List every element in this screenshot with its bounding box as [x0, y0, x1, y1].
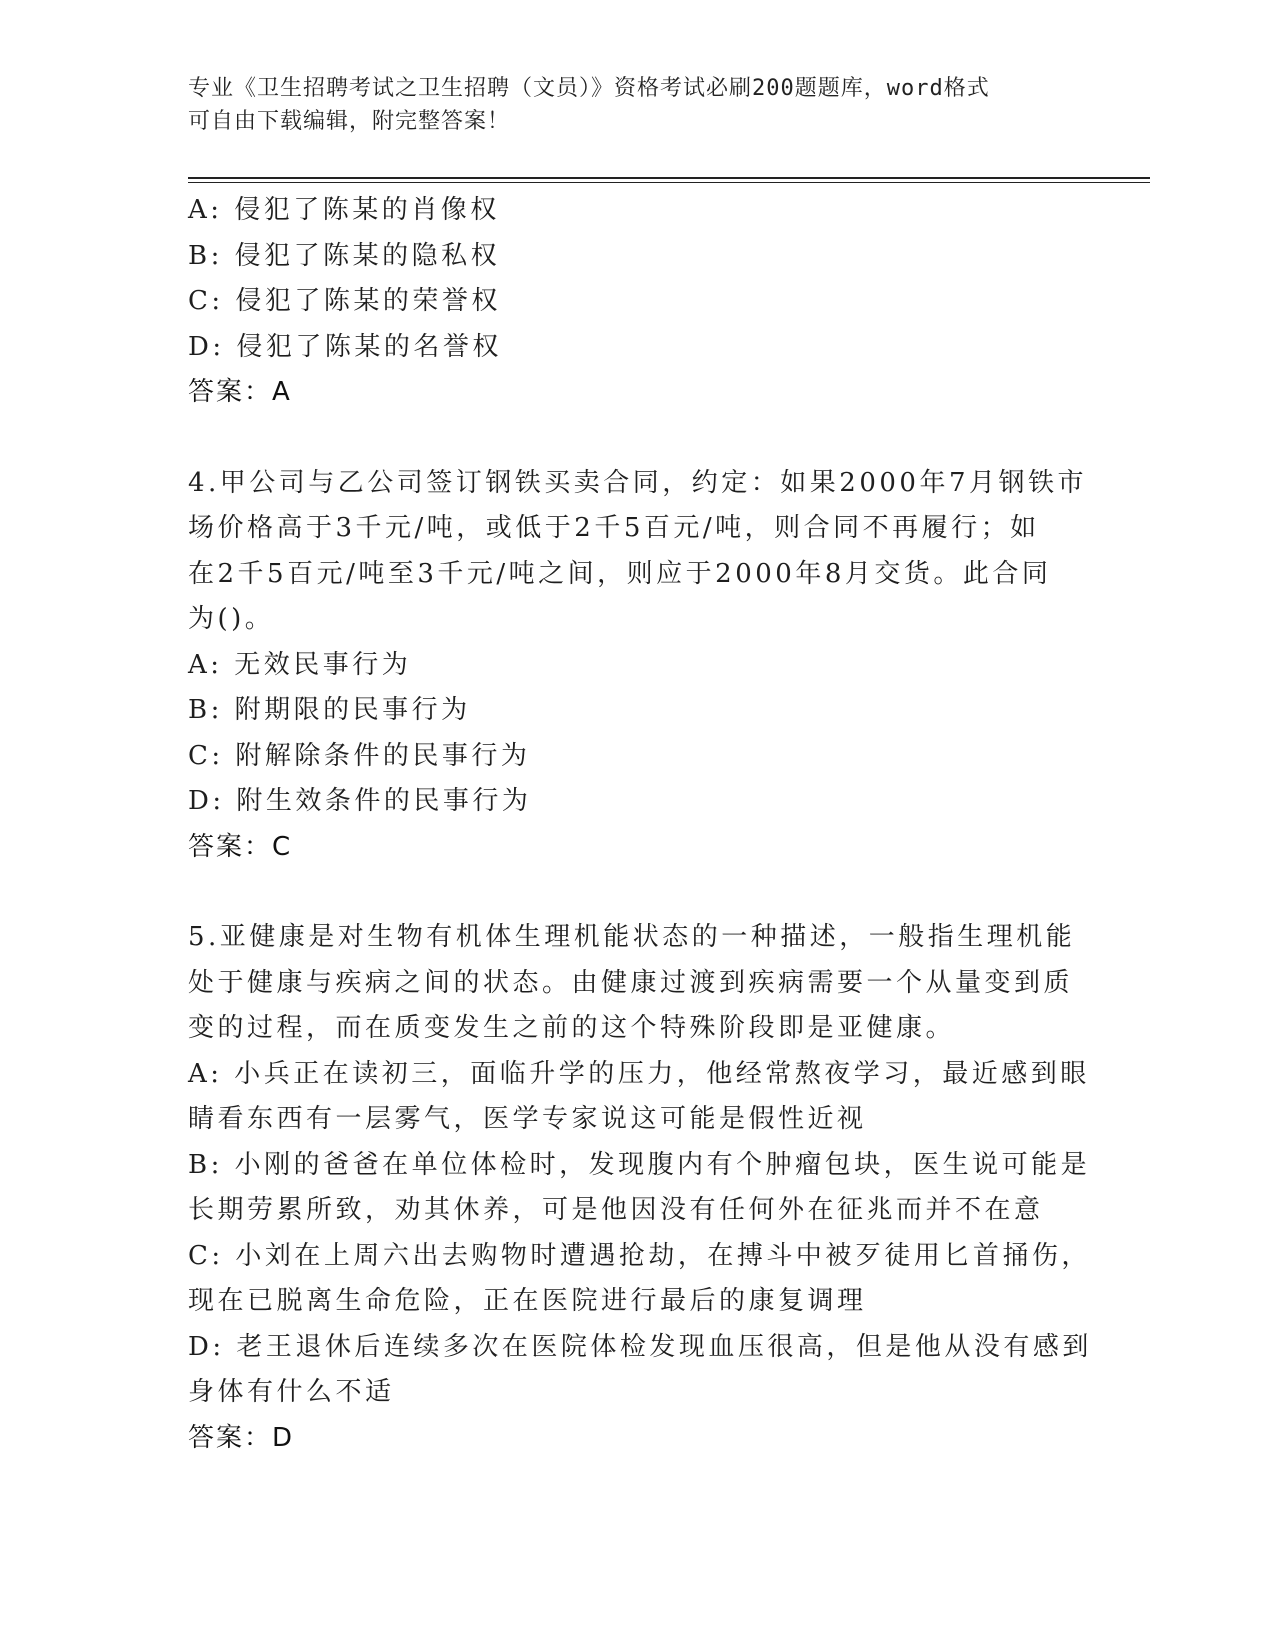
option-d: D: 老王退休后连续多次在医院体检发现血压很高，但是他从没有感到	[188, 1331, 1092, 1362]
answer: 答案：C	[188, 831, 293, 862]
option-c: C: 附解除条件的民事行为	[188, 740, 531, 771]
question-stem: 在2千5百元/吨至3千元/吨之间，则应于2000年8月交货。此合同	[188, 558, 1052, 589]
question-4	[188, 461, 1088, 871]
option-c-cont: 现在已脱离生命危险，正在医院进行最后的康复调理	[188, 1286, 867, 1316]
header-divider	[188, 177, 1150, 179]
option-b: B: 小刚的爸爸在单位体检时，发现腹内有个肿瘤包块，医生说可能是	[188, 1149, 1091, 1180]
option-d: D: 侵犯了陈某的名誉权	[188, 331, 502, 362]
question-stem: 为()。	[188, 604, 275, 634]
option-b: B: 侵犯了陈某的隐私权	[188, 240, 501, 271]
question-5	[188, 915, 1092, 1461]
option-a: A: 侵犯了陈某的肖像权	[188, 195, 500, 225]
document-header	[188, 72, 1068, 138]
question-stem: 处于健康与疾病之间的状态。由健康过渡到疾病需要一个从量变到质	[188, 967, 1074, 998]
option-c: C: 小刘在上周六出去购物时遭遇抢劫，在搏斗中被歹徒用匕首捅伤，	[188, 1240, 1091, 1271]
option-b: B: 附期限的民事行为	[188, 695, 471, 725]
spacer	[188, 870, 1088, 915]
option-d-cont: 身体有什么不适	[188, 1377, 395, 1407]
answer: 答案：D	[188, 1422, 295, 1453]
option-d: D: 附生效条件的民事行为	[188, 786, 532, 816]
header-line: 专业《卫生招聘考试之卫生招聘（文员）》资格考试必刷200题题库，word格式	[188, 76, 990, 101]
question-stem: 场价格高于3千元/吨，或低于2千5百元/吨，则合同不再履行；如	[188, 513, 1040, 543]
answer: 答案：A	[188, 377, 292, 407]
option-a: A: 小兵正在读初三，面临升学的压力，他经常熬夜学习，最近感到眼	[188, 1058, 1090, 1089]
document-body	[188, 188, 1092, 1461]
question-stem: 变的过程，而在质变发生之前的这个特殊阶段即是亚健康。	[188, 1013, 956, 1043]
option-a: A: 无效民事行为	[188, 649, 412, 680]
question-3	[188, 188, 1088, 416]
option-a-cont: 睛看东西有一层雾气，医学专家说这可能是假性近视	[188, 1104, 867, 1134]
question-stem: 4.甲公司与乙公司签订钢铁买卖合同，约定：如果2000年7月钢铁市	[188, 467, 1088, 498]
header-divider-thin	[188, 182, 1150, 183]
spacer	[188, 416, 1088, 461]
option-c: C: 侵犯了陈某的荣誉权	[188, 286, 501, 316]
option-b-cont: 长期劳累所致，劝其休养，可是他因没有任何外在征兆而并不在意	[188, 1195, 1044, 1225]
header-line: 可自由下载编辑，附完整答案！	[188, 109, 511, 134]
question-stem: 5.亚健康是对生物有机体生理机能状态的一种描述，一般指生理机能	[188, 922, 1076, 952]
